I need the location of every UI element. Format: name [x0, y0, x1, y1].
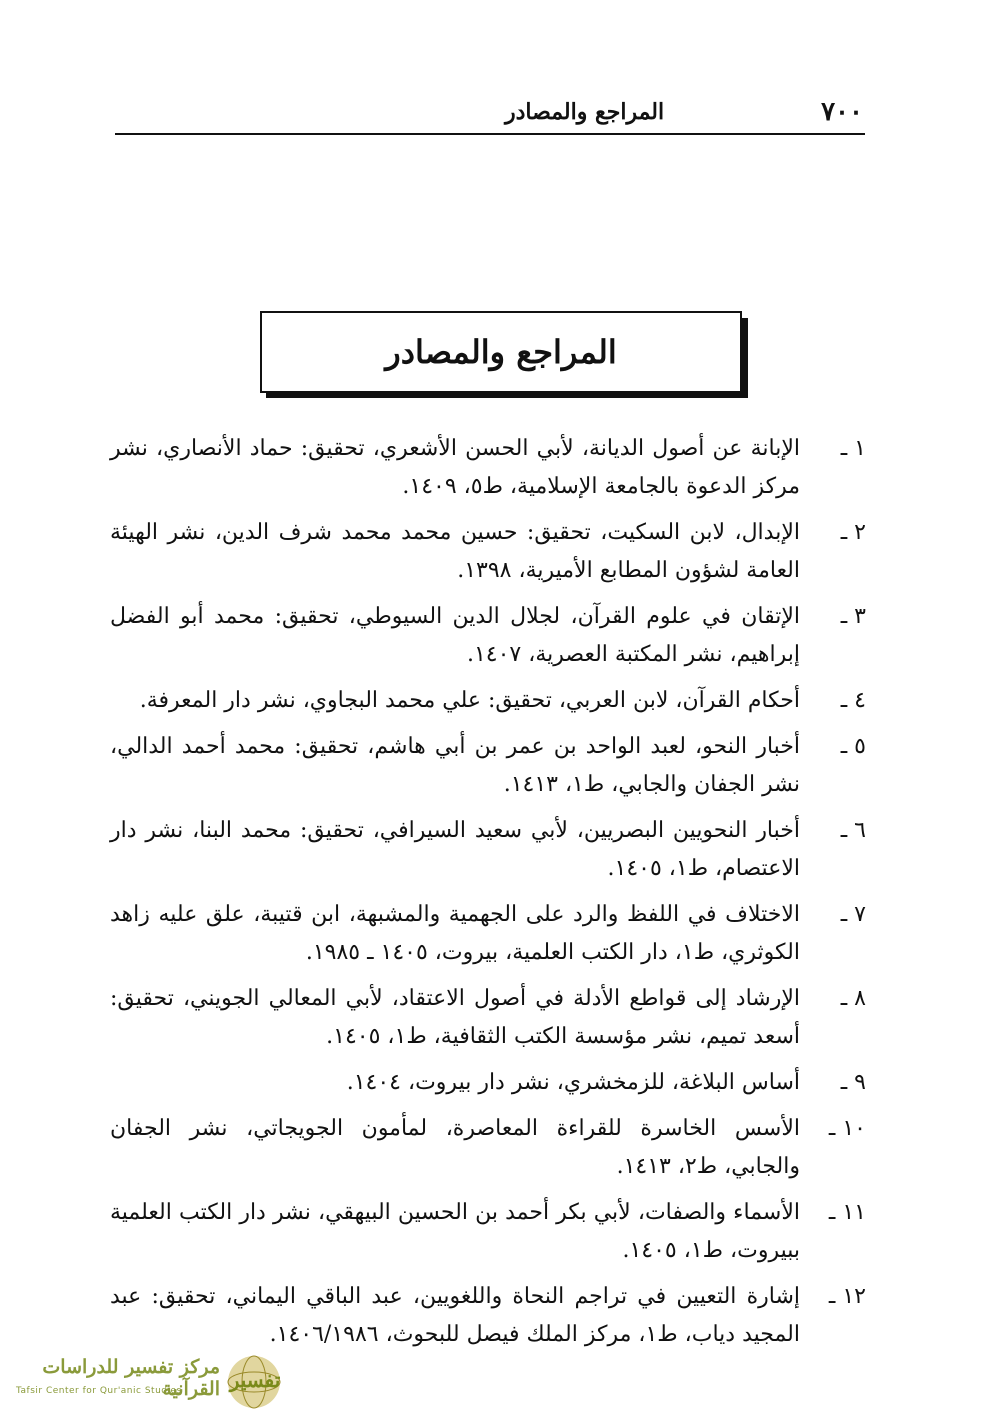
reference-text: الأسماء والصفات، لأبي بكر أحمد بن الحسين البيهقي، نشر دار الكتب العلمية ببيروت، ط١، ١٤٠٥.	[110, 1200, 801, 1263]
reference-item	[110, 1278, 872, 1354]
reference-item	[110, 728, 872, 804]
reference-text: أساس البلاغة، للزمخشري، نشر دار بيروت، ١٤٠٤.	[346, 1070, 800, 1095]
reference-item	[110, 430, 872, 506]
reference-text: إشارة التعيين في تراجم النحاة واللغويين، عبد الباقي اليماني، تحقيق: عبد المجيد دياب، ط١، مركز الملك فيصل للبحوث، ١٤٠٦/١٩٨٦.	[110, 1284, 800, 1347]
reference-item	[110, 896, 872, 972]
reference-number: ١٢ ـ	[828, 1284, 866, 1309]
reference-item	[110, 682, 872, 720]
reference-item	[110, 980, 872, 1056]
reference-item	[110, 1194, 872, 1270]
reference-text: الإبانة عن أصول الديانة، لأبي الحسن الأشعري، تحقيق: حماد الأنصاري، نشر مركز الدعوة بالجامعة الإسلامية، ط٥، ١٤٠٩.	[110, 436, 800, 499]
page-header	[115, 95, 865, 135]
reference-number: ٩ ـ	[840, 1070, 866, 1095]
section-title: المراجع والمصادر	[385, 333, 617, 371]
page-number: ٧٠٠	[821, 97, 863, 127]
reference-text: الإتقان في علوم القرآن، لجلال الدين السيوطي، تحقيق: محمد أبو الفضل إبراهيم، نشر المكتبة العصرية، ١٤٠٧.	[110, 604, 800, 667]
reference-text: الأسس الخاسرة للقراءة المعاصرة، لمأمون الجويجاتي، نشر الجفان والجابي، ط٢، ١٤١٣.	[110, 1116, 800, 1179]
reference-text: الإرشاد إلى قواطع الأدلة في أصول الاعتقاد، لأبي المعالي الجويني، تحقيق: أسعد تميم، نشر مؤسسة الكتب الثقافية، ط١، ١٤٠٥.	[110, 986, 800, 1049]
reference-number: ٢ ـ	[840, 520, 866, 545]
reference-number: ١١ ـ	[828, 1200, 866, 1225]
reference-number: ٤ ـ	[840, 688, 866, 713]
tafsir-center-logo	[10, 1352, 290, 1412]
reference-item	[110, 598, 872, 674]
reference-number: ١٠ ـ	[828, 1116, 866, 1141]
reference-text: أحكام القرآن، لابن العربي، تحقيق: علي محمد البجاوي، نشر دار المعرفة.	[139, 688, 800, 713]
reference-number: ١ ـ	[840, 436, 866, 461]
reference-item	[110, 1110, 872, 1186]
running-title: المراجع والمصادر	[505, 99, 665, 125]
logo-arabic-text: مركز تفسير للدراسات القرآنية	[42, 1356, 220, 1400]
reference-number: ٦ ـ	[840, 818, 866, 843]
section-title-box	[260, 311, 742, 393]
reference-item	[110, 514, 872, 590]
reference-text: أخبار النحو، لعبد الواحد بن عمر بن أبي هاشم، تحقيق: محمد أحمد الدالي، نشر الجفان والجابي، ط١، ١٤١٣.	[110, 734, 800, 797]
logo-word: تفسير	[229, 1368, 281, 1392]
reference-item	[110, 812, 872, 888]
reference-text: الاختلاف في اللفظ والرد على الجهمية والمشبهة، ابن قتيبة، علق عليه زاهد الكوثري، ط١، دار الكتب العلمية، بيروت، ١٤٠٥ ـ ١٩٨٥.	[110, 902, 800, 965]
reference-item	[110, 1064, 872, 1102]
reference-number: ٨ ـ	[840, 986, 866, 1011]
reference-number: ٣ ـ	[840, 604, 866, 629]
reference-number: ٥ ـ	[840, 734, 866, 759]
reference-text: الإبدال، لابن السكيت، تحقيق: حسين محمد محمد شرف الدين، نشر الهيئة العامة لشؤون المطابع الأميرية، ١٣٩٨.	[110, 520, 800, 583]
logo-english-text: Tafsir Center for Qur'anic Studies	[16, 1386, 182, 1396]
reference-number: ٧ ـ	[840, 902, 866, 927]
reference-list	[110, 430, 872, 1362]
reference-text: أخبار النحويين البصريين، لأبي سعيد السيرافي، تحقيق: محمد البنا، نشر دار الاعتصام، ط١، ١٤٠٥.	[110, 818, 800, 881]
